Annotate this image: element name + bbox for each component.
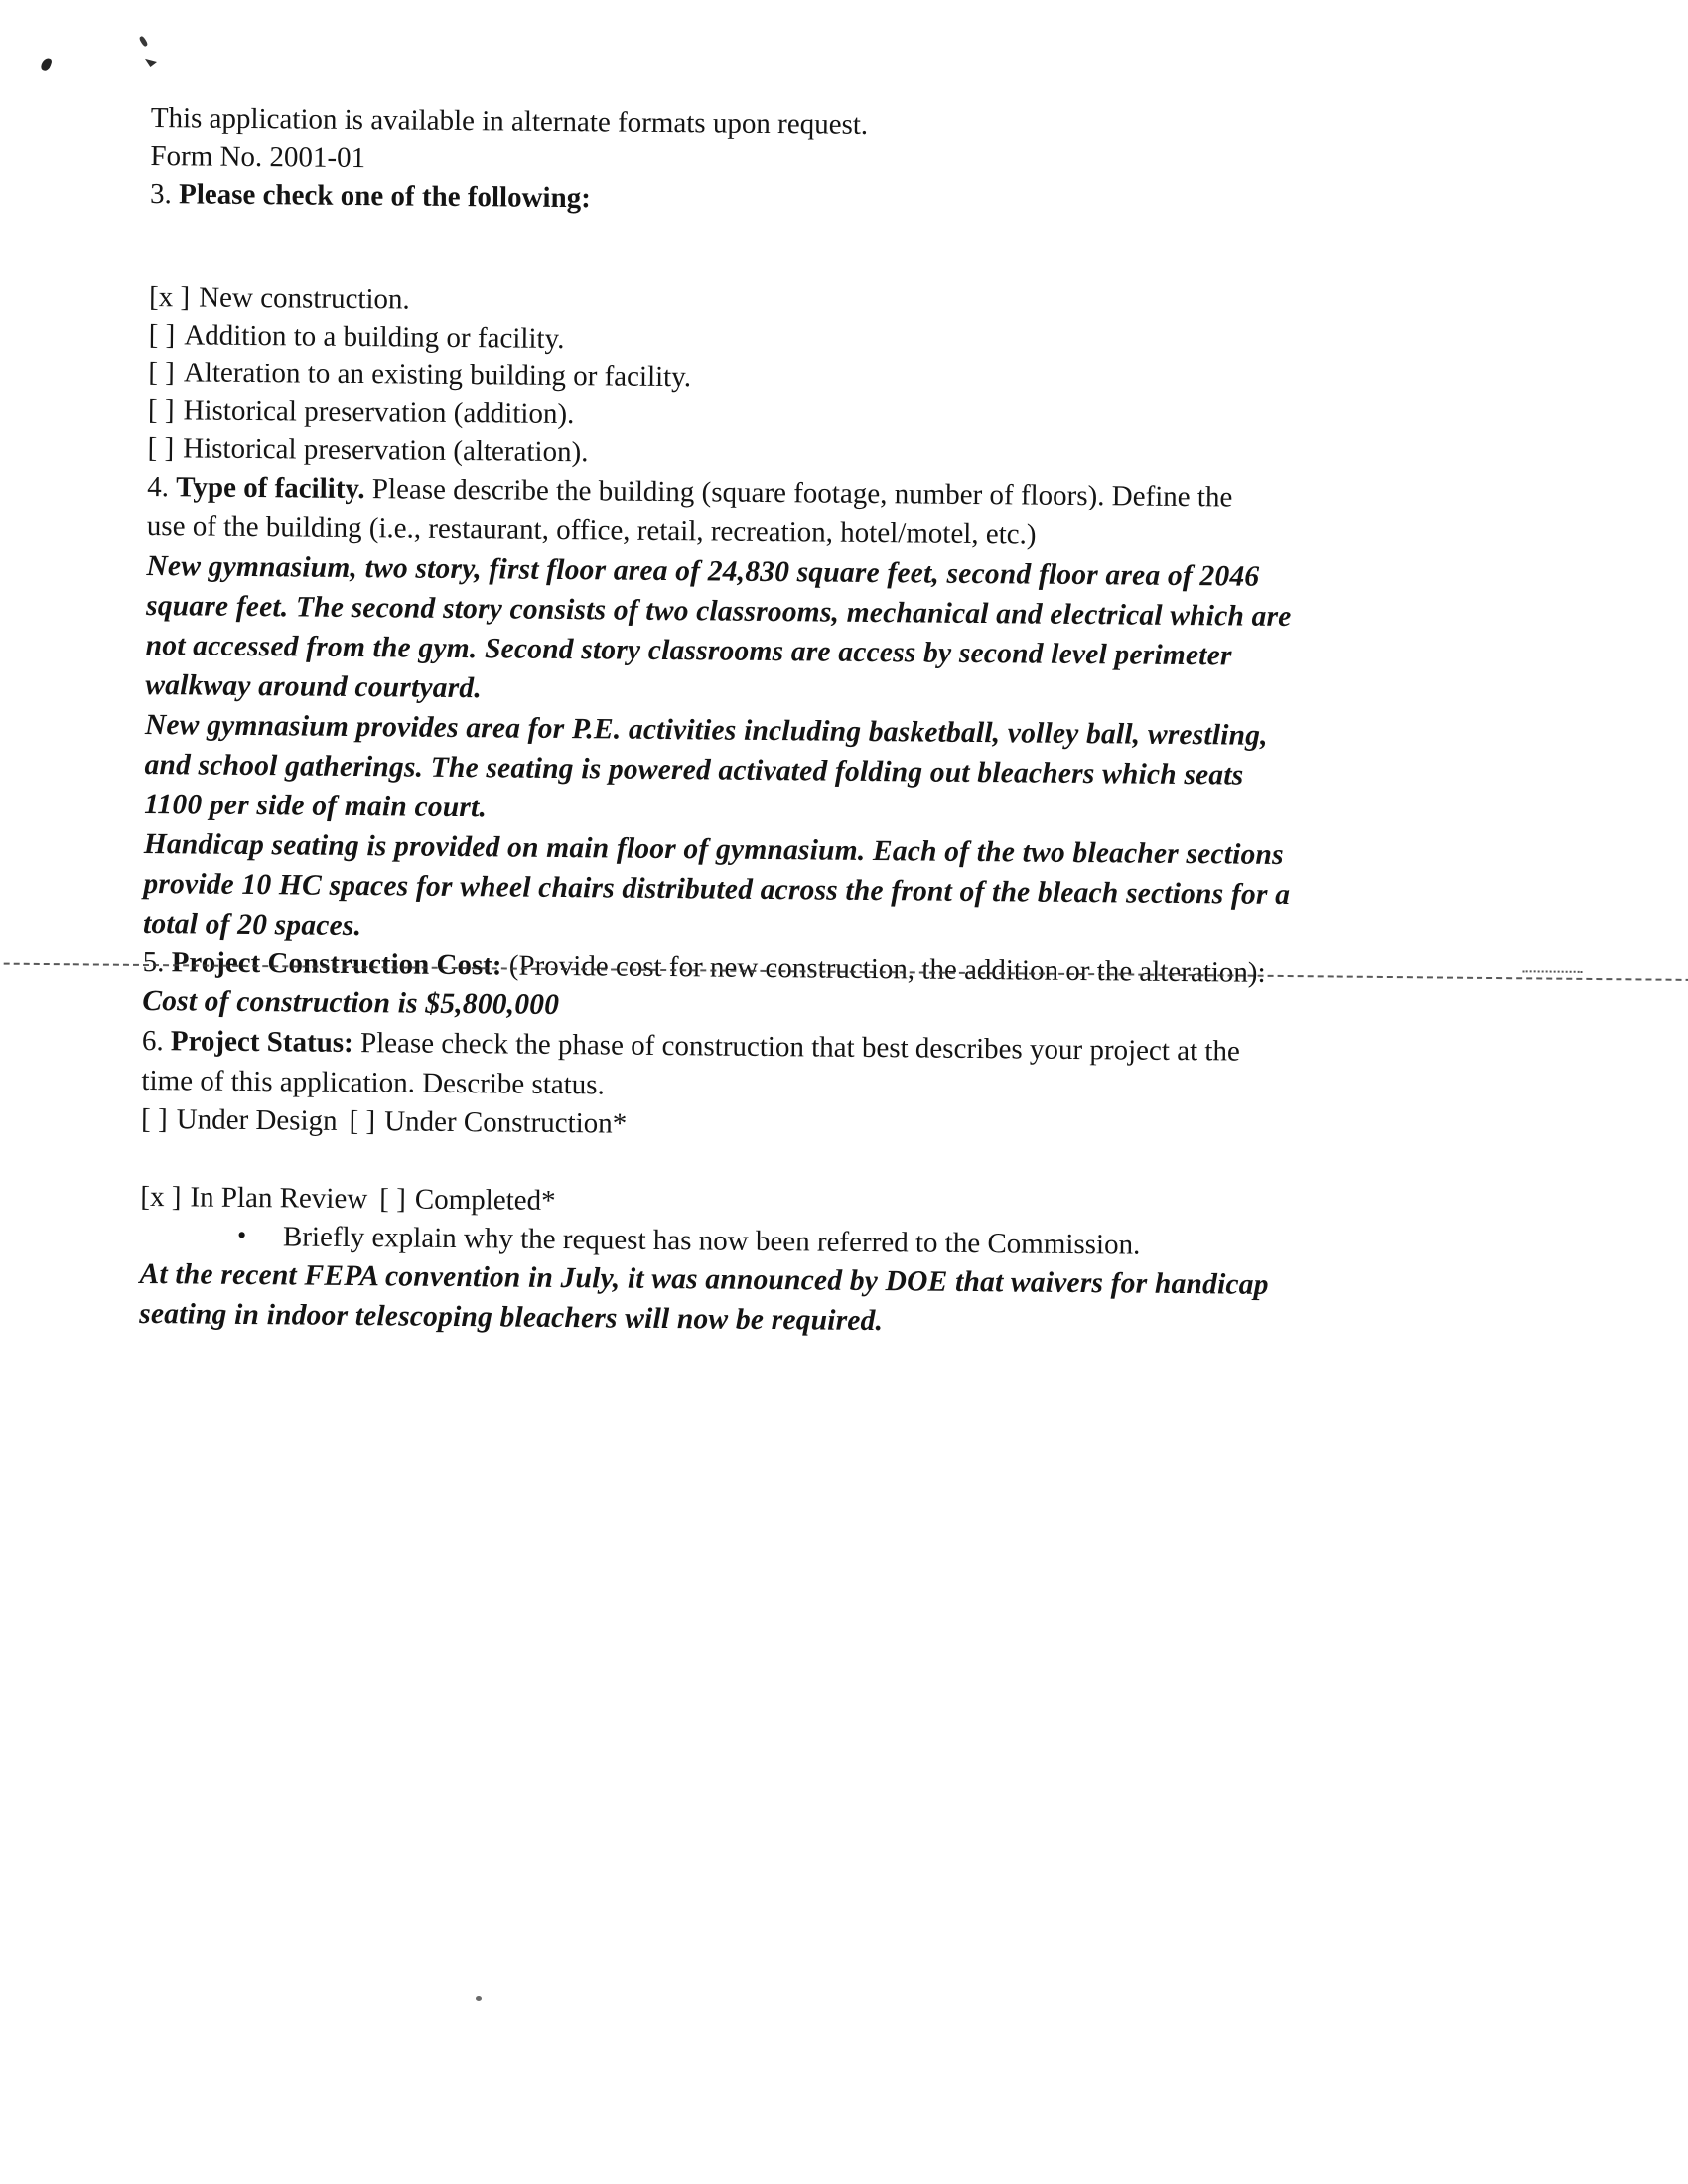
- section6-instructions: Please check the phase of construction that best describes your project at the time of this application. Describe status.: [141, 1027, 1240, 1101]
- bullet-icon: •: [236, 1220, 247, 1249]
- checkbox-unchecked: [ ]: [140, 1102, 168, 1136]
- checkbox-unchecked: [ ]: [379, 1183, 407, 1216]
- facility-description-paragraph-2: New gymnasium provides area for P.E. activities including basketball, volley ball, wrestling, and school gatherings. The seating is powered activated folding out bleachers which seats 1100 per side of main court.: [144, 708, 1268, 824]
- scanned-form-page: [139, 99, 1571, 1348]
- section4-number: 4.: [147, 470, 170, 504]
- status-label: Under Design: [176, 1103, 338, 1137]
- scan-speck-artifact: [145, 58, 157, 67]
- status-label: Under Construction*: [384, 1105, 628, 1140]
- status-label: In Plan Review: [190, 1181, 368, 1216]
- checkbox-unchecked: [ ]: [148, 356, 176, 389]
- section6-number: 6.: [141, 1024, 164, 1058]
- option-label: New construction.: [199, 281, 410, 316]
- option-label: Historical preservation (alteration).: [183, 432, 589, 469]
- status-explanation-answer: At the recent FEPA convention in July, it was announced by DOE that waivers for handicap seating in indoor telescoping bleachers will now be required.: [139, 1257, 1269, 1338]
- scan-speck-artifact: [476, 1996, 482, 2001]
- checkbox-checked: [x ]: [148, 280, 191, 314]
- section3-number: 3.: [149, 177, 172, 211]
- option-label: Alteration to an existing building or facility.: [183, 357, 692, 394]
- facility-description-paragraph-1: New gymnasium, two story, first floor area of 24,830 square feet, second floor area of 2046 square feet. The second story consists of two classrooms, mechanical and electrical which are not accessed from the gym. Second story classrooms are access by second level perimeter walkway around courtyard.: [145, 549, 1292, 705]
- checkbox-unchecked: [ ]: [147, 431, 175, 465]
- bullet-text: Briefly explain why the request has now been referred to the Commission.: [282, 1221, 1141, 1261]
- checkbox-unchecked: [ ]: [148, 318, 176, 352]
- status-label: Completed*: [414, 1183, 556, 1217]
- checkbox-unchecked: [ ]: [349, 1104, 376, 1138]
- scan-speck-artifact: [40, 57, 53, 72]
- option-label: Historical preservation (addition).: [183, 394, 575, 431]
- checkbox-checked: [x ]: [140, 1180, 182, 1214]
- alternate-formats-notice: This application is available in alternate formats upon request.: [150, 101, 869, 141]
- section3-title: Please check one of the following:: [178, 178, 592, 215]
- section6-title: Project Status:: [170, 1025, 353, 1059]
- section4-heading: [147, 467, 1568, 560]
- section5-instructions: (Provide cost for new construction, the addition or the alteration):: [508, 949, 1266, 989]
- scan-dash-artifact: [1523, 970, 1583, 973]
- section5-number: 5.: [142, 946, 165, 979]
- form-number: Form No. 2001-01: [150, 139, 366, 175]
- section4-instructions: Please describe the building (square footage, number of floors). Define the use of the building (i.e., restaurant, office, retail, recreation, hotel/motel, etc.): [146, 473, 1233, 551]
- scan-speck-artifact: [138, 36, 148, 48]
- section4-title: Type of facility.: [176, 471, 365, 506]
- section6-heading: [141, 1021, 1562, 1114]
- option-label: Addition to a building or facility.: [184, 319, 565, 356]
- checkbox-unchecked: [ ]: [147, 393, 175, 427]
- construction-cost-answer: Cost of construction is $5,800,000: [142, 984, 560, 1021]
- facility-description-paragraph-3: Handicap seating is provided on main floor of gymnasium. Each of the two bleacher sections provide 10 HC spaces for wheel chairs distributed across the front of the bleach sections for a total of 20 spaces.: [142, 827, 1291, 943]
- section5-title: Project Construction Cost:: [171, 946, 502, 982]
